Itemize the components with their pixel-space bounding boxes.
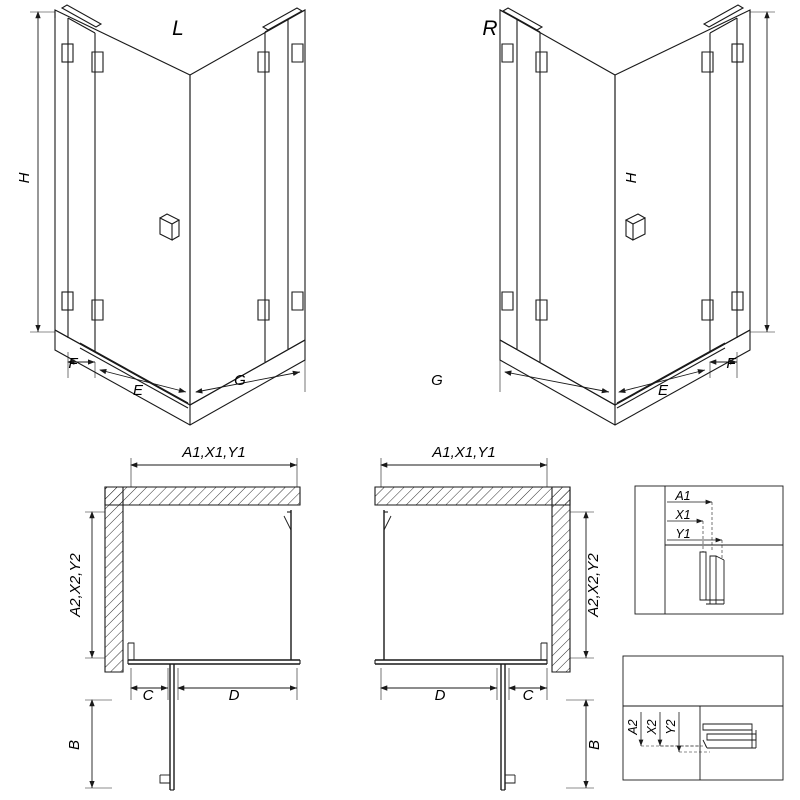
label-handing-left: L [172,17,184,40]
dim-g-left: G [234,372,246,389]
dim-b-plan-left: B [66,739,83,751]
dim-e-left: E [132,382,144,399]
detail-dim-x2: X2 [645,719,659,735]
dim-c-plan-left: C [142,687,154,704]
dim-h-left: H [16,172,33,184]
detail-dim-x1: X1 [675,508,691,522]
dim-side-plan-right: A2,X2,Y2 [585,553,602,617]
dim-top-plan-right: A1,X1,Y1 [432,444,496,461]
detail-dim-y1: Y1 [675,527,691,541]
label-handing-right: R [482,17,498,40]
detail-view-bottom [623,656,783,780]
detail-dim-a2: A2 [626,719,640,735]
dim-d-plan-left: D [228,687,240,704]
dim-side-plan-left: A2,X2,Y2 [67,553,84,617]
detail-dim-y2: Y2 [664,719,678,735]
dim-f-right: F [726,355,736,372]
dim-d-plan-right: D [434,687,446,704]
dim-f-left: F [68,355,78,372]
dim-g-right: G [431,372,443,389]
dim-h-right: H [623,172,640,184]
dim-b-plan-right: B [586,739,603,751]
plan-view-right [375,458,594,790]
dim-e-right: E [657,382,669,399]
dim-top-plan-left: A1,X1,Y1 [182,444,246,461]
detail-view-top [635,486,783,614]
dim-c-plan-right: C [522,687,534,704]
detail-dim-a1: A1 [675,489,691,503]
plan-view-left [85,458,300,790]
